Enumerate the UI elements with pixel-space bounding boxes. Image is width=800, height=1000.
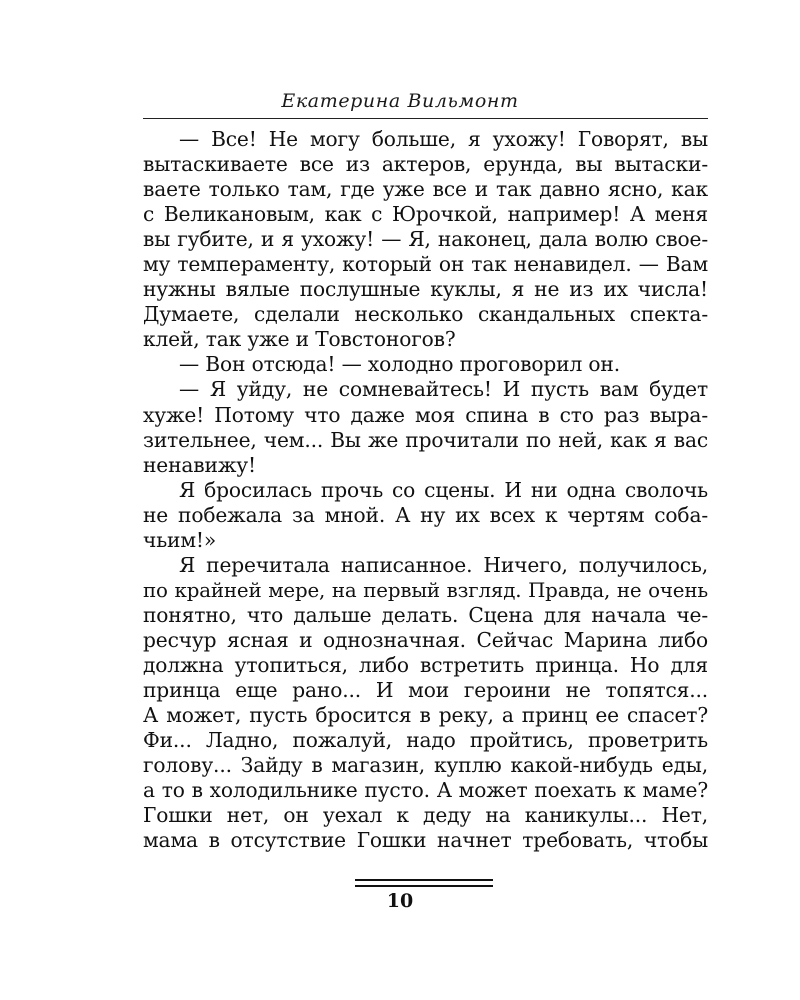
text-line: Фи... Ладно, пожалуй, надо пройтись, проветрить xyxy=(143,728,708,753)
text-line: — Я уйду, не сомневайтесь! И пусть вам будет xyxy=(179,377,708,402)
text-line: хуже! Потому что даже моя спина в сто раз выра- xyxy=(143,402,708,427)
text-line: понятно, что дальше делать. Сцена для начала че- xyxy=(143,602,708,627)
text-line: вытаскиваете все из актеров, ерунда, вы вытаски- xyxy=(143,152,708,177)
text-line: должна утопиться, либо встретить принца. Но для xyxy=(143,652,708,677)
text-line: А может, пусть бросится в реку, а принц ее спасет? xyxy=(143,703,708,728)
text-line: а то в холодильнике пусто. А может поехать к маме? xyxy=(143,778,708,803)
text-line: зительнее, чем... Вы же прочитали по ней, как я вас xyxy=(143,427,708,452)
text-line: ваете только там, где уже все и так давно ясно, как xyxy=(143,177,708,202)
text-line: не побежала за мной. А ну их всех к чертям соба- xyxy=(143,502,708,527)
text-line: Я бросилась прочь со сцены. И ни одна сволочь xyxy=(179,477,708,502)
body-text xyxy=(143,127,708,853)
text-line: принца еще рано... И мои героини не топятся... xyxy=(143,678,708,703)
header-rule xyxy=(143,118,708,119)
text-line: Я перечитала написанное. Ничего, получилось, xyxy=(179,552,708,577)
text-line: мама в отсутствие Гошки начнет требовать, чтобы xyxy=(143,828,708,853)
text-line: Думаете, сделали несколько скандальных спекта- xyxy=(143,302,708,327)
text-line: — Все! Не могу больше, я ухожу! Говорят, вы xyxy=(179,127,708,151)
text-line: — Вон отсюда! — холодно проговорил он. xyxy=(179,352,620,377)
footer-rule-top xyxy=(355,879,493,881)
text-line: нужны вялые послушные куклы, я не из их числа! xyxy=(143,277,708,302)
text-line: голову... Зайду в магазин, куплю какой-нибудь еды, xyxy=(143,753,708,778)
text-line: клей, так уже и Товстоногов? xyxy=(143,327,456,352)
text-line: по крайней мере, на первый взгляд. Правда, не очень xyxy=(143,578,708,602)
text-line: ресчур ясная и однозначная. Сейчас Марина либо xyxy=(143,627,708,652)
text-line: чьим!» xyxy=(143,527,217,552)
footer-rule-bottom xyxy=(355,885,493,887)
text-line: вы губите, и я ухожу! — Я, наконец, дала волю свое- xyxy=(143,227,708,252)
text-line: Гошки нет, он уехал к деду на каникулы... Нет, xyxy=(143,803,708,828)
text-line: с Великановым, как с Юрочкой, например! А меня xyxy=(143,202,708,227)
text-line: му темпераменту, который он так ненавидел. — Вам xyxy=(143,252,708,277)
text-line: ненавижу! xyxy=(143,452,256,477)
page-number: 10 xyxy=(386,890,414,912)
running-head-author: Екатерина Вильмонт xyxy=(281,90,519,112)
